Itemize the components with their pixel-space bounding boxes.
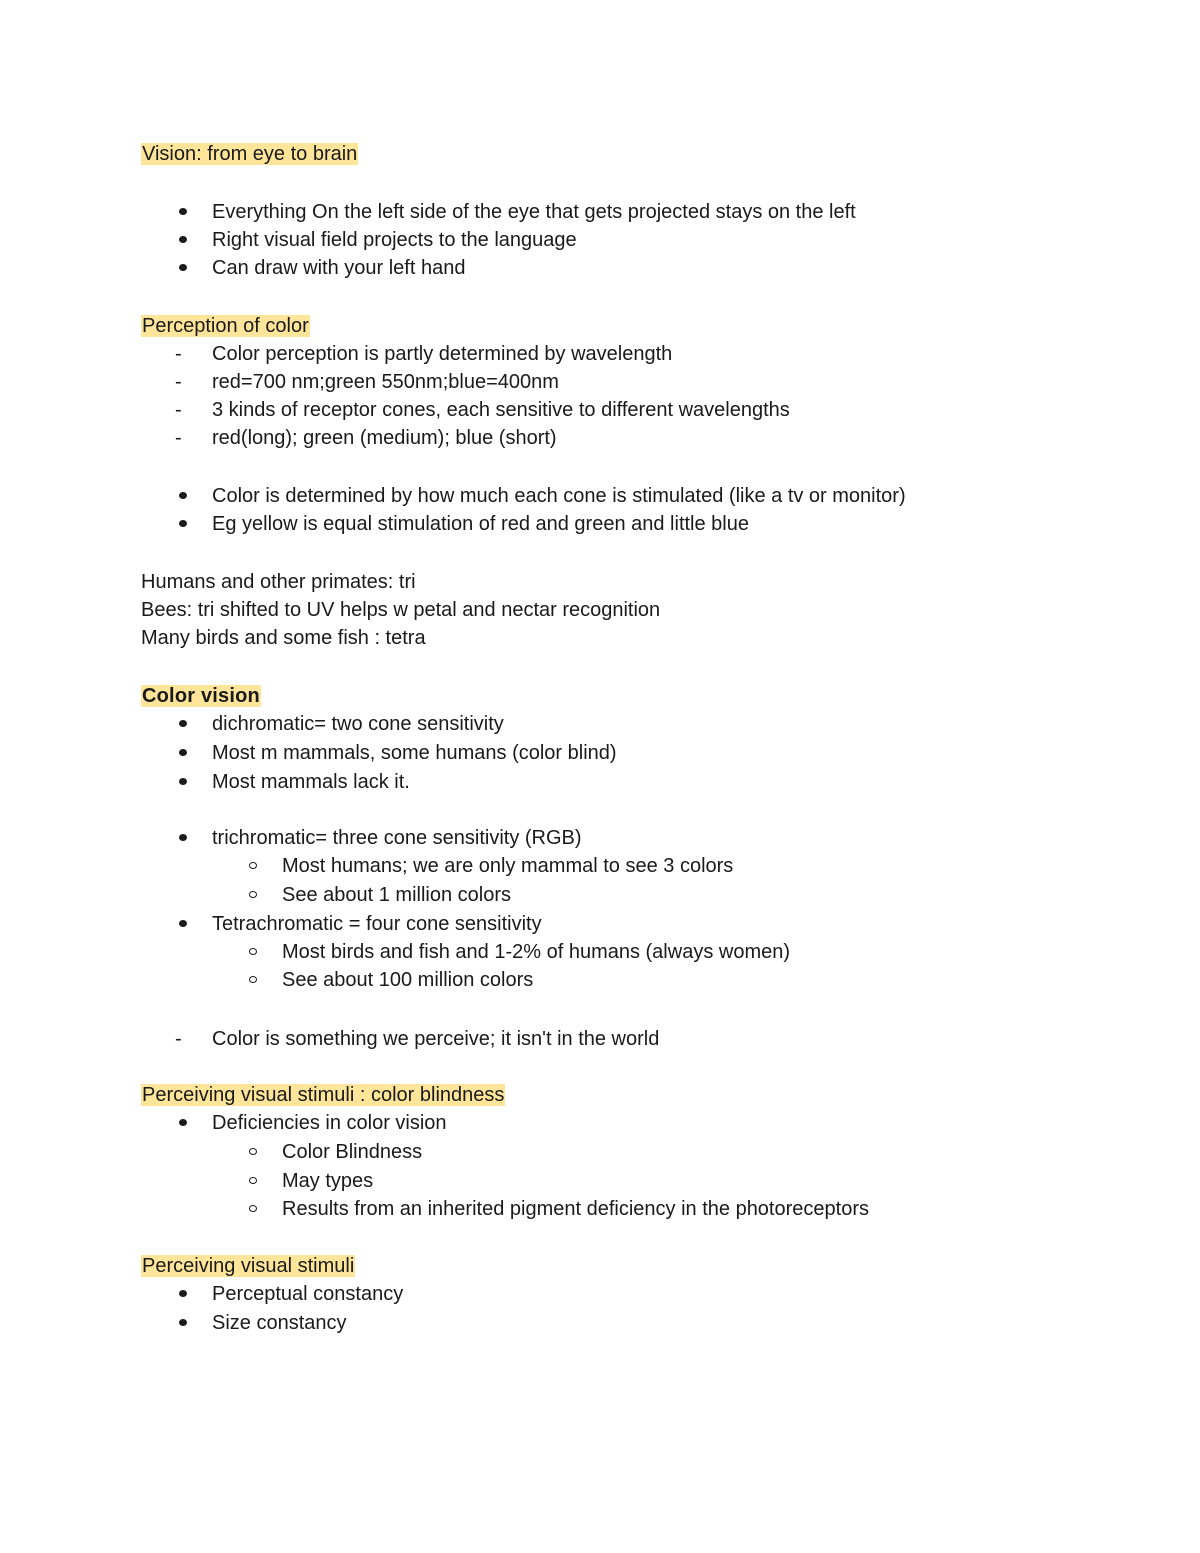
list-item-text: Color is determined by how much each cone is stimulated (like a tv or monitor) bbox=[212, 485, 906, 507]
paragraph-line: Bees: tri shifted to UV helps w petal and nectar recognition bbox=[141, 599, 661, 621]
heading-highlight: Vision: from eye to brain bbox=[142, 143, 358, 165]
paragraph-line: Many birds and some fish : tetra bbox=[141, 627, 426, 649]
bullet-icon bbox=[175, 254, 195, 282]
bullet-icon bbox=[175, 482, 195, 510]
list-item-text: Color perception is partly determined by wavelength bbox=[212, 343, 673, 365]
list-item-text: See about 1 million colors bbox=[282, 884, 512, 906]
section-heading bbox=[141, 312, 310, 340]
heading-highlight: Perceiving visual stimuli bbox=[142, 1255, 355, 1277]
bullet-icon bbox=[175, 1309, 195, 1337]
dash-marker: - bbox=[175, 1028, 182, 1050]
section-heading bbox=[141, 1252, 355, 1280]
paragraph-line: Humans and other primates: tri bbox=[141, 571, 416, 593]
dash-marker: - bbox=[175, 399, 182, 421]
list-item-text: Most humans; we are only mammal to see 3 colors bbox=[282, 855, 734, 877]
list-item-text: Color Blindness bbox=[282, 1141, 423, 1163]
bullet-icon bbox=[175, 226, 195, 254]
list-item-text: May types bbox=[282, 1170, 374, 1192]
dash-marker: - bbox=[175, 343, 182, 365]
heading-highlight: Perception of color bbox=[142, 315, 309, 337]
list-item-text: Most mammals lack it. bbox=[212, 771, 410, 793]
heading-highlight: Perceiving visual stimuli : color blindness bbox=[142, 1084, 505, 1106]
bullet-icon bbox=[175, 710, 195, 738]
circle-bullet-icon bbox=[246, 1195, 266, 1223]
circle-bullet-icon bbox=[246, 1167, 266, 1195]
list-item-text: Everything On the left side of the eye that gets projected stays on the left bbox=[212, 201, 856, 223]
list-item-text: Size constancy bbox=[212, 1312, 347, 1334]
list-item-text: Deficiencies in color vision bbox=[212, 1112, 447, 1134]
list-item-text: Color is something we perceive; it isn't in the world bbox=[212, 1028, 660, 1050]
list-item-text: Most m mammals, some humans (color blind) bbox=[212, 742, 617, 764]
circle-bullet-icon bbox=[246, 966, 266, 994]
list-item-text: red=700 nm;green 550nm;blue=400nm bbox=[212, 371, 559, 393]
list-item-text: Perceptual constancy bbox=[212, 1283, 404, 1305]
list-item-text: See about 100 million colors bbox=[282, 969, 534, 991]
circle-bullet-icon bbox=[246, 881, 266, 909]
section-heading bbox=[141, 1081, 505, 1109]
circle-bullet-icon bbox=[246, 852, 266, 880]
bullet-icon bbox=[175, 1109, 195, 1137]
bullet-icon bbox=[175, 910, 195, 938]
bullet-icon bbox=[175, 739, 195, 767]
list-item-text: 3 kinds of receptor cones, each sensitive to different wavelengths bbox=[212, 399, 790, 421]
list-item-text: Results from an inherited pigment deficiency in the photoreceptors bbox=[282, 1198, 869, 1220]
bullet-icon bbox=[175, 510, 195, 538]
bullet-icon bbox=[175, 1280, 195, 1308]
bullet-icon bbox=[175, 824, 195, 852]
list-item-text: Most birds and fish and 1-2% of humans (always women) bbox=[282, 941, 791, 963]
list-item-text: trichromatic= three cone sensitivity (RGB) bbox=[212, 827, 582, 849]
section-heading bbox=[141, 140, 358, 168]
dash-marker: - bbox=[175, 371, 182, 393]
list-item-text: Right visual field projects to the language bbox=[212, 229, 577, 251]
bullet-icon bbox=[175, 768, 195, 796]
dash-marker: - bbox=[175, 427, 182, 449]
list-item-text: dichromatic= two cone sensitivity bbox=[212, 713, 504, 735]
circle-bullet-icon bbox=[246, 938, 266, 966]
section-heading bbox=[141, 682, 261, 710]
heading-highlight: Color vision bbox=[142, 685, 260, 707]
list-item-text: Tetrachromatic = four cone sensitivity bbox=[212, 913, 542, 935]
bullet-icon bbox=[175, 198, 195, 226]
list-item-text: Can draw with your left hand bbox=[212, 257, 466, 279]
list-item-text: red(long); green (medium); blue (short) bbox=[212, 427, 557, 449]
circle-bullet-icon bbox=[246, 1138, 266, 1166]
list-item-text: Eg yellow is equal stimulation of red and green and little blue bbox=[212, 513, 749, 535]
